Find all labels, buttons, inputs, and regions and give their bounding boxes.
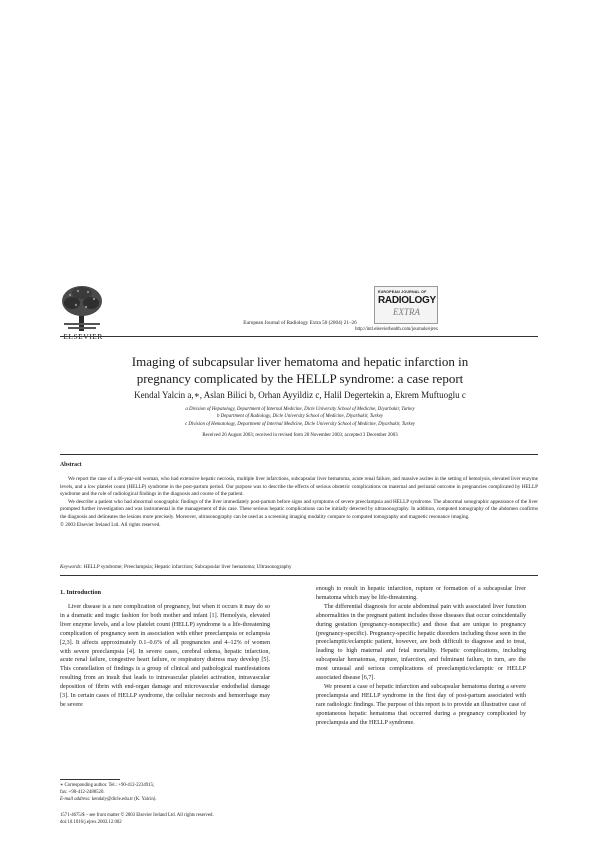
publisher-logo-text: ELSEVIER [63, 332, 103, 341]
keywords-line [60, 564, 538, 570]
footnote-rule [60, 779, 120, 780]
left-column [60, 603, 270, 710]
keywords-values: HELLP syndrome; Preeclampsia; Hepatic infarction; Subcapsular liver hematoma; Ultrasonography [83, 564, 292, 570]
journal-logo-top: EUROPEAN JOURNAL OF [378, 290, 427, 294]
affiliation-a: a Division of Hepatology, Department of Internal Medicine, Dicle University School of Medicine, Diyarbakir, Turkey [185, 407, 415, 412]
intro-paragraph-1: Liver disease is a rare complication of pregnancy, but when it occurs it may do so in a dramatic and tragic fashion for both mother and infant [1]. Hemolysis, elevated liver enzyme levels, and a low platelet count (HELLP) syndrome is a life-threatening complication of pregnancy seen in association with either preeclampsia or eclampsia [2,3]. It affects approximately 0.1–0.6% of all pregnancies and 4–12% of women with severe preeclampsia [4]. In severe cases, cerebral edema, hepatic infarction, acute renal failure, congestive heart failure, or respiratory distress may develop [5]. This constellation of findings is a group of clinical and pathological manifestations resulting from an insult that leads to intravascular platelet activation, intravascular deposition of fibrin with end-organ damage and microvascular endothelial damage [3]. In certain cases of HELLP syndrome, the cellular necrosis and hemorrhage may be severe [60, 604, 270, 708]
header-rule [60, 336, 538, 337]
title-line-2: pregnancy complicated by the HELLP syndrome: a case report [136, 371, 464, 386]
received-dates: Received 26 August 2003; received in revised form 28 November 2003; accepted 3 December 2003 [202, 433, 398, 438]
intro-paragraph-2: The differential diagnosis for acute abdominal pain with associated liver function abnormalities in the pregnant patient includes those diseases that occur coincidentally during gestation (pregnancy-nonspecific) and those that are unique to pregnancy (pregnancy-specific). Pregnancy-specific hepatic disorders including those seen in the preeclamptic/eclamptic patient, however, are both difficult to diagnose and to treat, leading to high maternal and fetal mortality. Hepatic complications, including subcapsular hematomas, rupture, infarction, and fulminant failure, in turn, are the most unusual and serious complications of preeclamptic/eclamptic or HELLP associated disease [6,7]. [316, 603, 526, 682]
issn-line: 1571-4675/$ – see front matter © 2003 Elsevier Ireland Ltd. All rights reserved. [60, 813, 214, 818]
journal-citation: European Journal of Radiology Extra 50 (2004) 21–26 [243, 320, 357, 326]
abstract-paragraph-1: We report the case of a 40-year-old woman, who had extensive hepatic necrosis, multiple liver infarctions, subcapsular liver hematoma, acute renal failure, and massive ascites in the setting of hemolysis, elevated liver enzyme levels, and a low platelet count (HELLP) syndrome in the post-partum period. Our purpose was to describe the effects of serious obstetric complications on maternal and perinatal outcome in pregnancies complicated by HELLP syndrome and the role of radiological findings in the diagnosis and course of the patient. [60, 476, 538, 498]
affiliations [60, 406, 540, 428]
affiliation-b: b Department of Radiology, Dicle University School of Medicine, Diyarbakir, Turkey [216, 414, 384, 420]
abstract-paragraph-2: We describe a patient who had abnormal sonographic findings of the liver immediately post-partum before signs and symptoms of severe preeclampsia and HELLP syndrome. The abnormal sonographic appearance of the liver prompted further investigation and was instrumental in the management of this case. These serious hepatic complications can be initially detected by ultrasonography. In addition, computed tomography of the abdomen confirms the diagnosis and delineates the lesions more precisely. Moreover, ultrasonography can be used as a screening imaging modality compare to computed tomography and magnetic resonance imaging. [60, 498, 538, 520]
keywords-label: Keywords: [60, 564, 83, 570]
footnote-fax: fax: +90-412-2488520. [60, 789, 105, 795]
title-line-1: Imaging of subcapsular liver hematoma and hepatic infarction in [131, 354, 469, 369]
footnote-corresponding: ∗ Corresponding author. Tel.: +90-412-2234915; [60, 783, 155, 788]
author-list: Kendal Yalcin a,∗, Aslan Bilici b, Orhan Ayyildiz c, Halil Degertekin a, Ekrem Muftuoglu c [134, 390, 466, 400]
abstract-body [60, 476, 538, 529]
journal-url-link[interactable]: http://intl.elsevierhealth.com/journals/ejrex [355, 327, 438, 332]
footnote-email-label: E-mail address: [60, 796, 91, 802]
intro-paragraph-1-continued: enough to result in hepatic infarction, rupture or formation of a subcapsular liver hematoma which may be life-threatening. [316, 586, 526, 601]
article-title [60, 353, 540, 387]
footnote [60, 783, 270, 803]
abstract-bottom-rule [60, 575, 538, 576]
front-matter-info [60, 812, 360, 826]
footnote-email[interactable]: kendaly@dicle.edu.tr (K. Yalcin). [91, 796, 157, 802]
abstract-top-rule [60, 454, 538, 455]
right-column [316, 585, 526, 728]
abstract-heading: Abstract [60, 462, 82, 468]
journal-logo-sub: EXTRA [393, 307, 420, 317]
journal-logo-main: RADIOLOGY [378, 295, 436, 306]
affiliation-c: c Division of Hematology, Department of Internal Medicine, Dicle University School of Medicine, Diyarbakir, Turkey [184, 421, 416, 427]
copyright-notice: © 2003 Elsevier Ireland Ltd. All rights reserved. [60, 521, 161, 528]
intro-paragraph-3: We present a case of hepatic infarction and subcapsular hematoma during a severe preeclampsia and HELLP syndrome in the first day of post-partum associated with rare radiologic findings. The purpose of this report is to provide an illustrative case of spontaneous hepatic hematoma that occurred during a pregnancy complicated by preeclampsia and the HELLP syndrome. [316, 683, 526, 726]
doi-line[interactable]: doi:10.1016/j.ejrex.2003.12.002 [60, 820, 122, 825]
section-heading-introduction: 1. Introduction [60, 589, 102, 596]
journal-logo [374, 286, 438, 324]
